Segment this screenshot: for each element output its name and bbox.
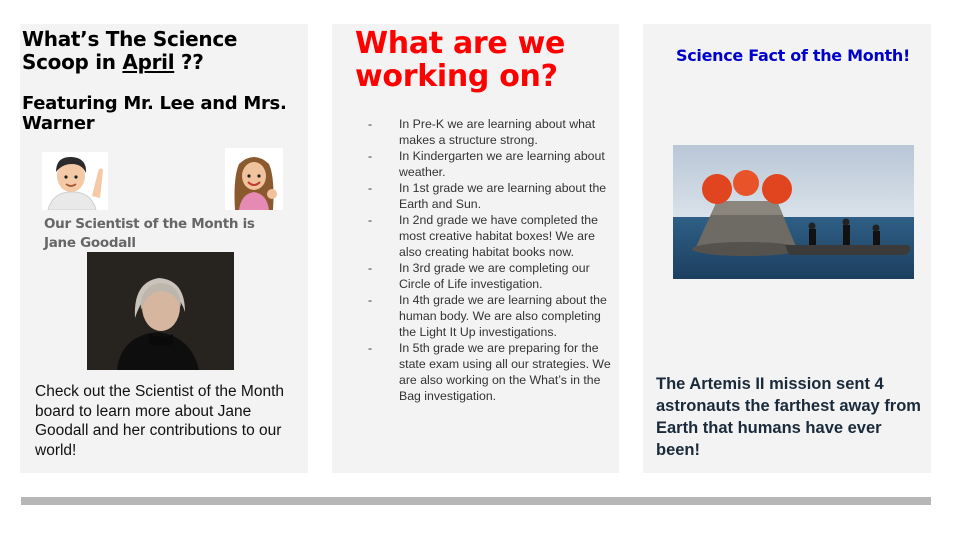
list-item: - In 2nd grade we have completed the most creative habitat boxes! We are also creating habitat books now. [368,213,598,259]
science-fact-panel [643,24,931,473]
title-line-2: Scoop in [22,50,123,74]
title-suffix: ?? [174,50,204,74]
list-item-text: In 3rd grade we are completing our Circle of Life investigation. [399,261,590,291]
artemis-capsule-photo [673,145,914,279]
list-item-text: In Kindergarten we are learning about weather. [399,149,605,179]
teacher-avatar-male [42,152,108,210]
list-item: - In 4th grade we are learning about the human body. We are also completing the Light It Up investigations. [368,293,607,339]
science-fact-heading: Science Fact of the Month! [676,46,910,65]
list-item-text: In Pre-K we are learning about what makes a structure strong. [399,117,596,147]
scientist-of-month-label: Our Scientist of the Month is Jane Goodall [44,216,255,251]
scoop-panel [20,24,308,473]
scientist-description: Check out the Scientist of the Month board to learn more about Jane Goodall and her contributions to our world! [35,383,284,459]
teacher-avatar-female [225,148,283,210]
jane-goodall-photo [87,252,234,370]
list-item-text: In 2nd grade we have completed the most creative habitat boxes! We are also creating habitat books now. [399,213,598,259]
list-item: - In 5th grade we are preparing for the state exam using all our strategies. We are also working on the What’s in the Bag investigation. [368,341,611,403]
featuring-heading: Featuring Mr. Lee and Mrs. Warner [22,93,287,134]
title-month: April [122,50,175,74]
list-item: - In Kindergarten we are learning about weather. [368,149,605,179]
list-item-text: In 1st grade we are learning about the Earth and Sun. [399,181,607,211]
footer-divider [21,497,931,505]
list-item-text: In 5th grade we are preparing for the state exam using all our strategies. We are also working on the What’s in the Bag investigation. [399,341,611,403]
grade-activity-list [342,116,617,404]
list-item: - In Pre-K we are learning about what makes a structure strong. [368,117,596,147]
science-fact-text: The Artemis II mission sent 4 astronauts the farthest away from Earth that humans have ever been! [656,375,921,459]
title-line-1: What’s The Science [22,27,238,51]
newsletter-title [22,28,306,74]
working-on-heading: What are we working on? [355,26,566,94]
list-item-text: In 4th grade we are learning about the human body. We are also completing the Light It Up investigations. [399,293,607,339]
list-item: - In 3rd grade we are completing our Circle of Life investigation. [368,261,590,291]
list-item: - In 1st grade we are learning about the Earth and Sun. [368,181,607,211]
working-on-panel [332,24,619,473]
